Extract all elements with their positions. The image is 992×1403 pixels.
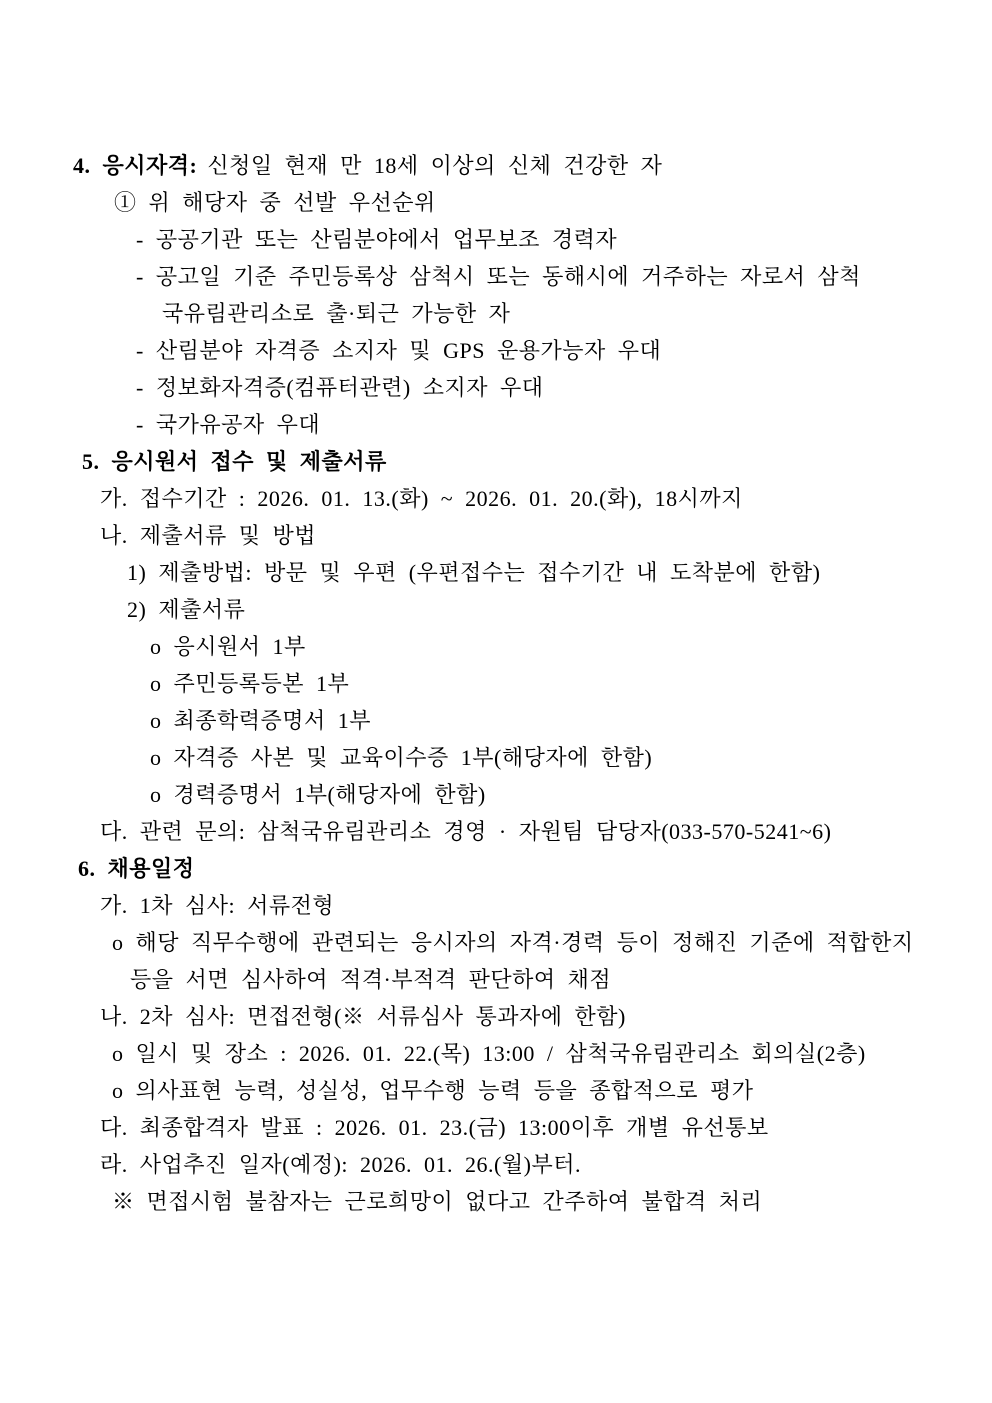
list-item: 1) 제출방법: 방문 및 우편 (우편접수는 접수기간 내 도착분에 한함) (127, 560, 821, 585)
list-item: - 산림분야 자격증 소지자 및 GPS 운용가능자 우대 (136, 338, 662, 363)
list-item: o 주민등록등본 1부 (150, 671, 350, 696)
list-item: - 정보화자격증(컴퓨터관련) 소지자 우대 (136, 375, 544, 400)
list-item-continuation: 등을 서면 심사하여 적격·부적격 판단하여 채점 (130, 967, 612, 992)
section-6-label: 6. 채용일정 (78, 856, 195, 881)
list-item: 가. 접수기간 : 2026. 01. 13.(화) ~ 2026. 01. 20.(화), 18시까지 (100, 486, 743, 511)
section-4-heading-rest: 신청일 현재 만 18세 이상의 신체 건강한 자 (207, 153, 663, 178)
note-item: ※ 면접시험 불참자는 근로희망이 없다고 간주하여 불합격 처리 (112, 1189, 763, 1214)
list-item: 나. 2차 심사: 면접전형(※ 서류심사 통과자에 한함) (100, 1004, 626, 1029)
list-item: - 공고일 기준 주민등록상 삼척시 또는 동해시에 거주하는 자로서 삼척 (136, 264, 861, 289)
list-item: o 해당 직무수행에 관련되는 응시자의 자격·경력 등이 정해진 기준에 적합한지 (112, 930, 914, 955)
list-item: o 일시 및 장소 : 2026. 01. 22.(목) 13:00 / 삼척국유림관리소 회의실(2층) (112, 1041, 866, 1066)
section-5-heading (0, 449, 992, 475)
section-6-heading (0, 856, 992, 882)
section-4-heading (0, 153, 992, 179)
list-item-continuation: 국유림관리소로 출·퇴근 가능한 자 (162, 301, 511, 326)
list-item: 가. 1차 심사: 서류전형 (100, 893, 335, 918)
list-item: o 의사표현 능력, 성실성, 업무수행 능력 등을 종합적으로 평가 (112, 1078, 754, 1103)
list-item: 나. 제출서류 및 방법 (100, 523, 317, 548)
list-item: o 응시원서 1부 (150, 634, 306, 659)
list-item: 다. 최종합격자 발표 : 2026. 01. 23.(금) 13:00이후 개별 유선통보 (100, 1115, 769, 1140)
list-item: o 자격증 사본 및 교육이수증 1부(해당자에 한함) (150, 745, 653, 770)
list-item: o 최종학력증명서 1부 (150, 708, 372, 733)
list-item: 2) 제출서류 (127, 597, 246, 622)
section-5-label: 5. 응시원서 접수 및 제출서류 (82, 449, 387, 474)
list-item: o 경력증명서 1부(해당자에 한함) (150, 782, 486, 807)
section-4-priority-intro: ① 위 해당자 중 선발 우선순위 (114, 190, 436, 215)
section-4-label: 4. 응시자격: (73, 153, 198, 178)
list-item: - 공공기관 또는 산림분야에서 업무보조 경력자 (136, 227, 618, 252)
list-item: - 국가유공자 우대 (136, 412, 321, 437)
contact-info: 다. 관련 문의: 삼척국유림관리소 경영 · 자원팀 담당자(033-570-5241~6) (100, 819, 832, 844)
list-item: 라. 사업추진 일자(예정): 2026. 01. 26.(월)부터. (100, 1152, 581, 1177)
